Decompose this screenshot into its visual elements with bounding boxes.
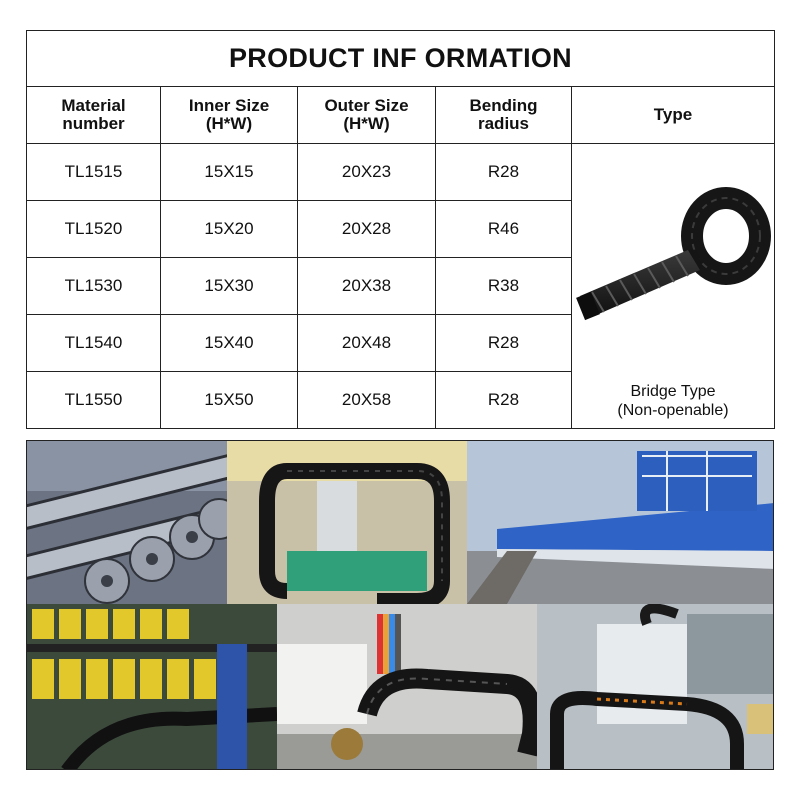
bending-radius-cell: R28: [436, 144, 572, 201]
material-number-cell: TL1540: [27, 315, 161, 372]
inner-size-cell: 15X50: [161, 372, 298, 429]
material-number-cell: TL1530: [27, 258, 161, 315]
header-inner-size: Inner Size (H*W): [161, 87, 298, 144]
bending-radius-cell: R38: [436, 258, 572, 315]
material-number-cell: TL1550: [27, 372, 161, 429]
header-material-number: Material number: [27, 87, 161, 144]
photo-steel-chain: [27, 441, 227, 604]
inner-size-cell: 15X20: [161, 201, 298, 258]
outer-size-cell: 20X23: [298, 144, 436, 201]
product-spec-table: [26, 30, 775, 429]
outer-size-cell: 20X48: [298, 315, 436, 372]
outer-size-cell: 20X38: [298, 258, 436, 315]
photo-robot-cable-chain: [537, 604, 774, 770]
application-photo-grid: [26, 440, 774, 770]
outer-size-cell: 20X28: [298, 201, 436, 258]
type-cell: [572, 144, 775, 429]
inner-size-cell: 15X15: [161, 144, 298, 201]
table-row: [27, 144, 775, 201]
bending-radius-cell: R46: [436, 201, 572, 258]
photo-machine-tool-chain: [227, 441, 467, 604]
cable-chain-product-image: [576, 166, 772, 366]
outer-size-cell: 20X58: [298, 372, 436, 429]
photo-cnc-cable-chain: [277, 604, 537, 770]
header-outer-size: Outer Size (H*W): [298, 87, 436, 144]
bending-radius-cell: R28: [436, 315, 572, 372]
material-number-cell: TL1515: [27, 144, 161, 201]
type-label: Bridge Type (Non-openable): [617, 383, 729, 419]
material-number-cell: TL1520: [27, 201, 161, 258]
header-bending-radius: Bending radius: [436, 87, 572, 144]
photo-warehouse-cable-chain: [27, 604, 277, 770]
inner-size-cell: 15X30: [161, 258, 298, 315]
header-type: Type: [572, 87, 775, 144]
table-title: PRODUCT INF ORMATION: [27, 31, 775, 87]
bending-radius-cell: R28: [436, 372, 572, 429]
photo-steel-plant-bridge: [467, 441, 774, 604]
inner-size-cell: 15X40: [161, 315, 298, 372]
